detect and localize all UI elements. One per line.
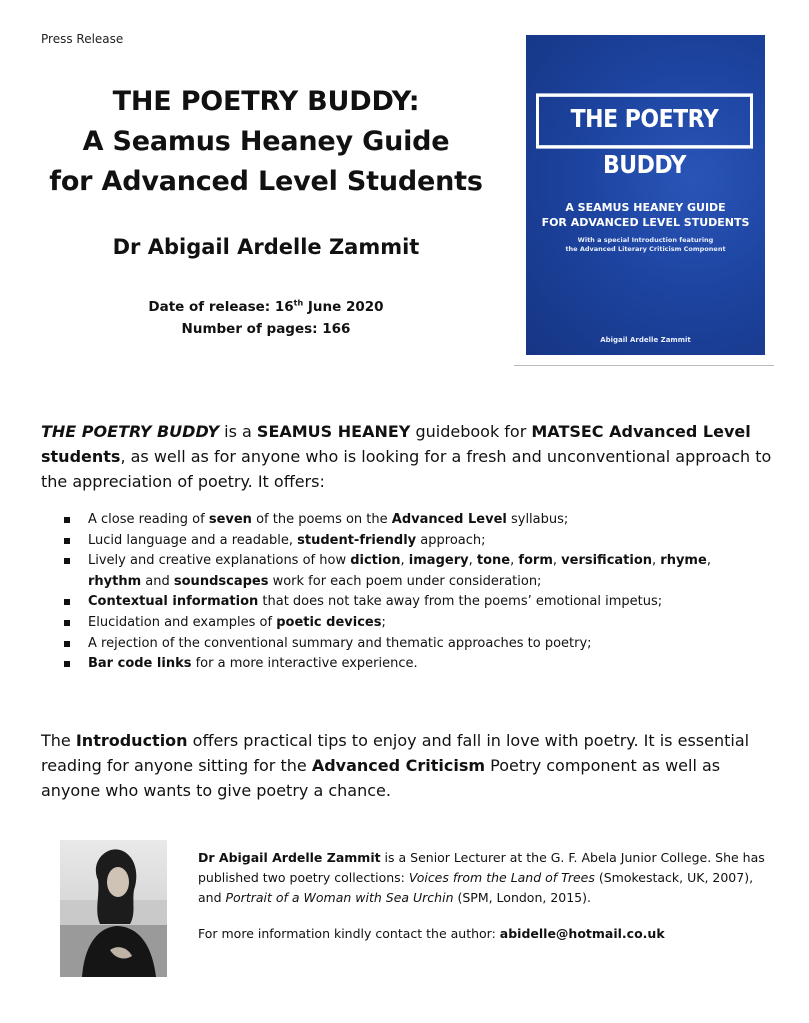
cover-author: Abigail Ardelle Zammit (600, 336, 691, 344)
release-date: Date of release: 16th June 2020 (148, 298, 384, 315)
title-line-2: A Seamus Heaney Guide (82, 126, 450, 157)
author-name: Dr Abigail Ardelle Zammit (112, 235, 420, 259)
list-item: Elucidation and examples of poetic devices; (64, 613, 764, 634)
list-item: A close reading of seven of the poems on the Advanced Level syllabus; (64, 510, 764, 531)
bullet-icon (64, 661, 70, 667)
title-line-3: for Advanced Level Students (49, 166, 483, 197)
bullet-icon (64, 558, 70, 564)
intro-paragraph: THE POETRY BUDDY is a SEAMUS HEANEY guidebook for MATSEC Advanced Level students, as well as for anyone who is looking for a fresh and unconventional approach to the appreciation of poetry. It offers: (41, 422, 772, 491)
book-cover-image (526, 35, 765, 355)
cover-subtitle: A SEAMUS HEANEY GUIDE FOR ADVANCED LEVEL STUDENTS (541, 201, 750, 229)
bullet-icon (64, 641, 70, 647)
introduction-paragraph: The Introduction offers practical tips to enjoy and fall in love with poetry. It is essential reading for anyone sitting for the Advanced Criticism Poetry component as well as anyone who wants to give poetry a chance. (41, 731, 750, 800)
author-email: abidelle@hotmail.co.uk (499, 926, 665, 941)
list-item: Contextual information that does not take away from the poems’ emotional impetus; (64, 592, 764, 613)
author-portrait-icon (60, 840, 167, 977)
press-release-label: Press Release (41, 32, 124, 46)
author-bio: Dr Abigail Ardelle Zammit is a Senior Lecturer at the G. F. Abela Junior College. She has published two poetry collections: Voices from the Land of Trees (Smokestack, UK, 2007), and Portrait of a Woman with Sea Urchin (SPM, London, 2015). (198, 850, 765, 905)
bullet-icon (64, 517, 70, 523)
bullet-icon (64, 620, 70, 626)
release-meta (30, 296, 502, 340)
list-item: Lively and creative explanations of how diction, imagery, tone, form, versification, rhyme, rhythm and soundscapes work for each poem under consideration; (64, 551, 764, 592)
bullet-icon (64, 538, 70, 544)
title-line-1: THE POETRY BUDDY: (112, 86, 420, 117)
cover-title: THE POETRY BUDDY (536, 93, 753, 148)
list-item: A rejection of the conventional summary and thematic approaches to poetry; (64, 634, 764, 655)
list-item: Bar code links for a more interactive experience. (64, 654, 764, 675)
page-count: Number of pages: 166 (181, 321, 351, 337)
page-title (30, 82, 502, 202)
author-photo (60, 840, 167, 977)
cover-note: With a special Introduction featuring the Advanced Literary Criticism Component (565, 236, 726, 253)
contact-line: For more information kindly contact the author: abidelle@hotmail.co.uk (198, 926, 665, 941)
bullet-icon (64, 599, 70, 605)
divider (514, 365, 774, 366)
list-item: Lucid language and a readable, student-friendly approach; (64, 531, 764, 552)
features-list (64, 510, 764, 675)
